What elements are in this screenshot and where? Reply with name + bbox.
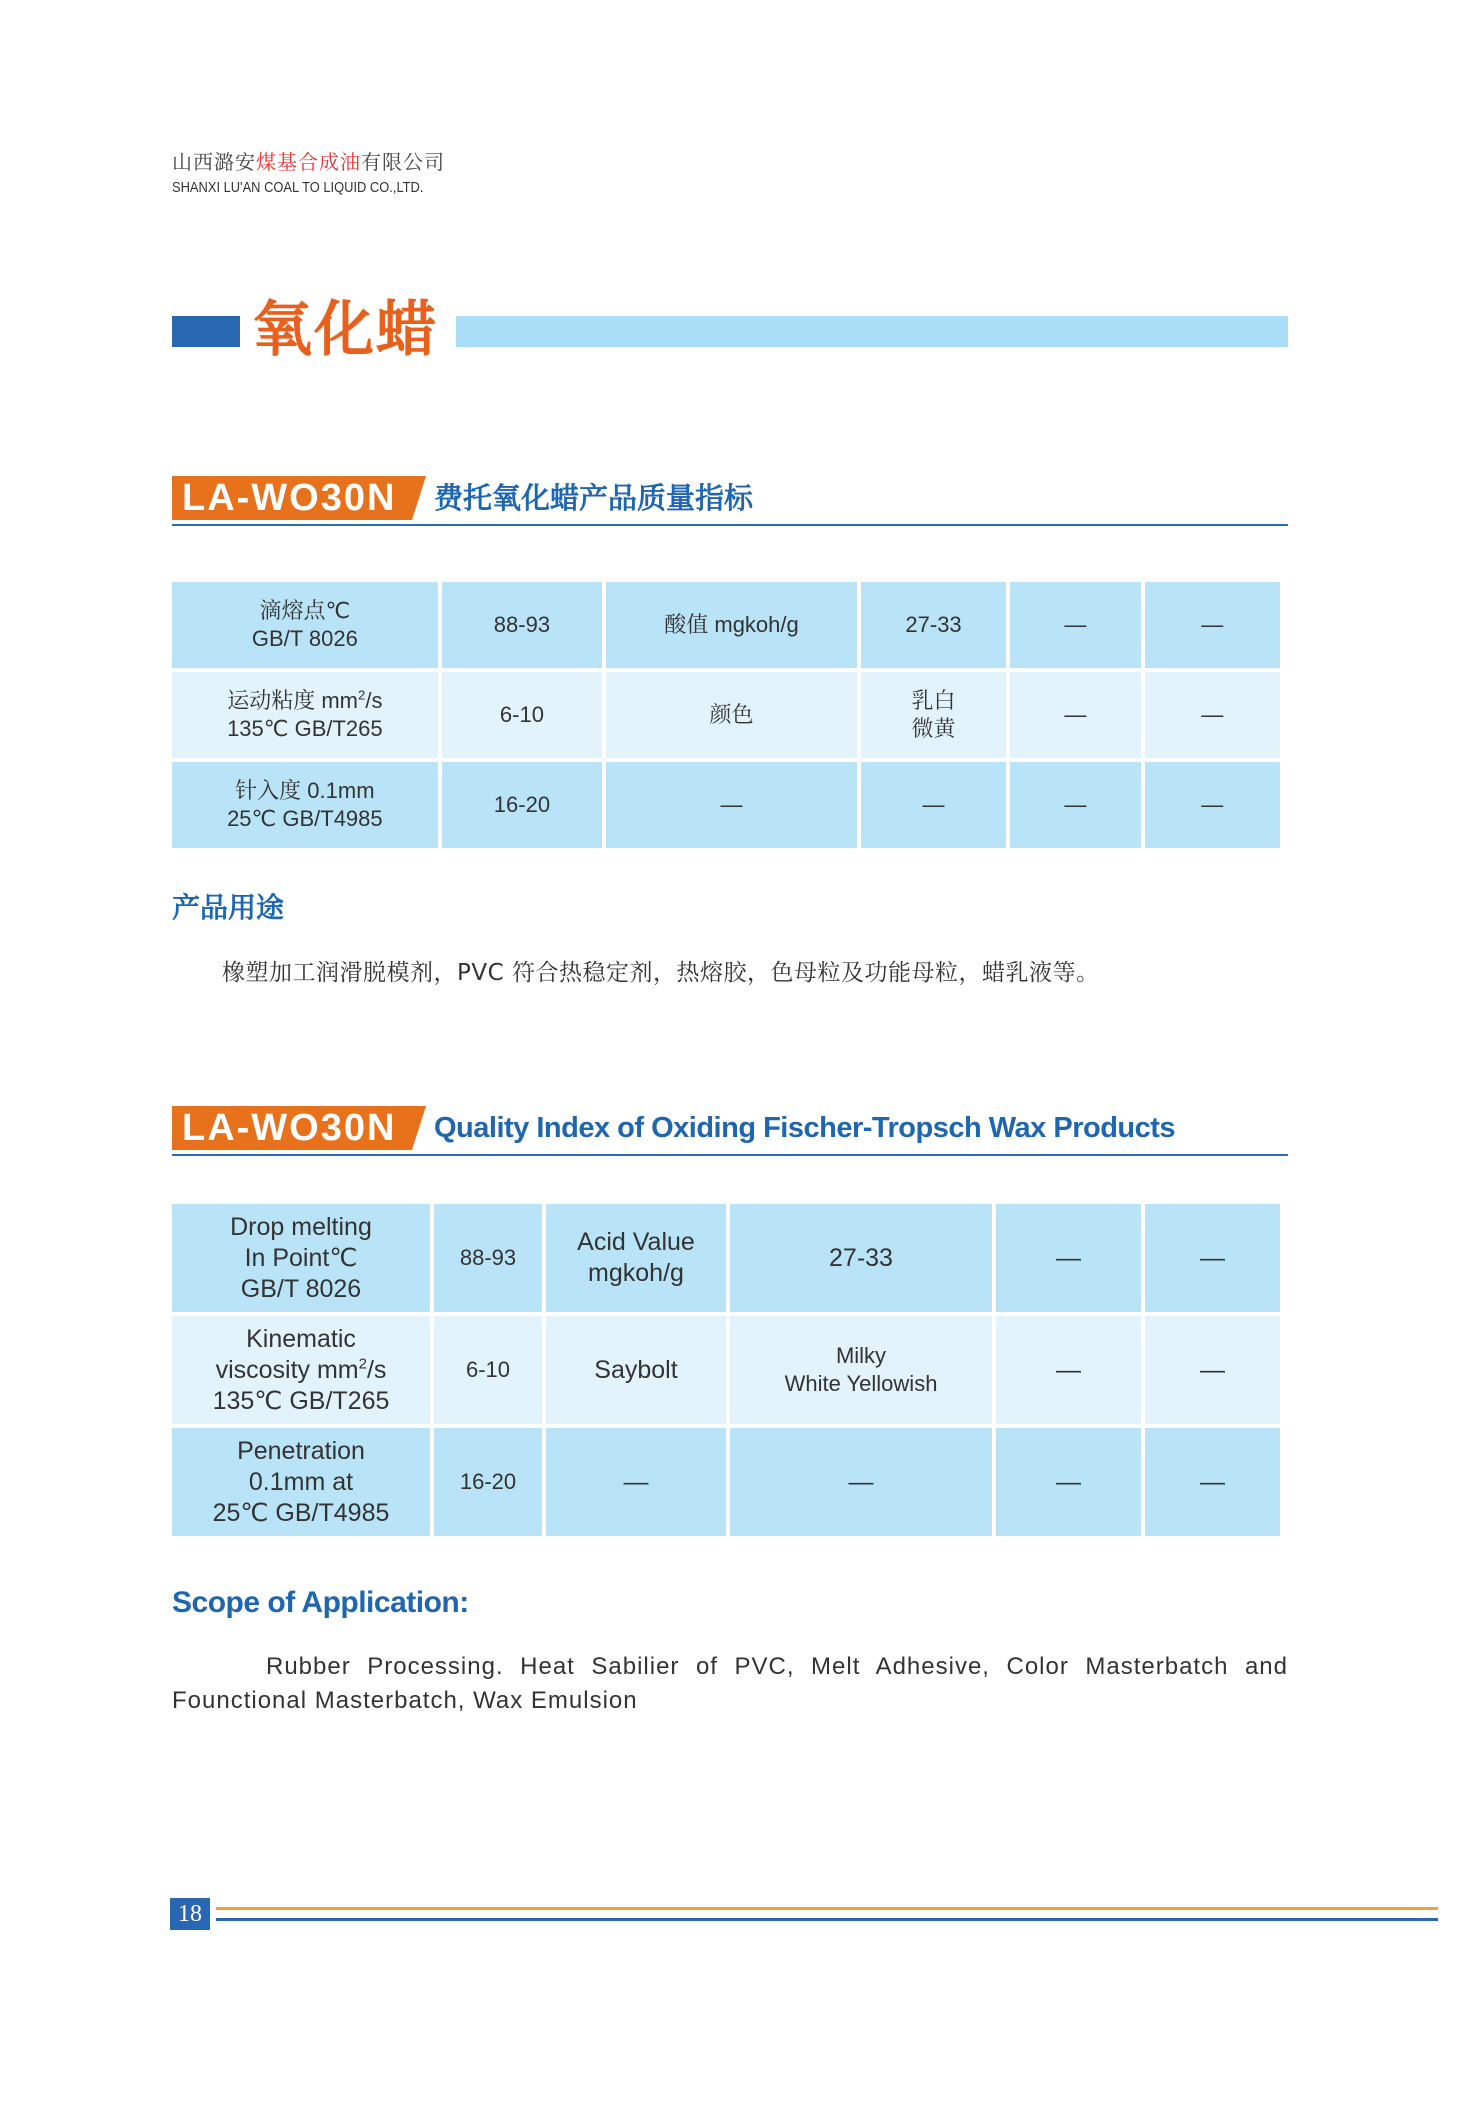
table-cell: — <box>1145 582 1280 668</box>
table-cell: 88-93 <box>442 582 602 668</box>
table-cell: Drop melting In Point℃ GB/T 8026 <box>172 1204 430 1312</box>
table-cell: 滴熔点℃ GB/T 8026 <box>172 582 438 668</box>
page-title-block <box>172 292 1288 372</box>
table-cell: 6-10 <box>442 672 602 758</box>
table-cell: — <box>606 762 857 848</box>
table-cell: 运动粘度 $mm^2/s$ 135℃ GB/T265 <box>172 672 438 758</box>
product-tag: LA-WO30N <box>172 476 412 520</box>
company-name-cn: 山西潞安煤基合成油有限公司 <box>172 150 445 174</box>
table-cell: — <box>730 1428 992 1536</box>
scope-heading: Scope of Application: <box>172 1586 469 1619</box>
page-title: 氧化蜡 <box>252 295 438 365</box>
table-cell: 88-93 <box>434 1204 542 1312</box>
table-cell: Milky White Yellowish <box>730 1316 992 1424</box>
table-cell: — <box>1145 1428 1280 1536</box>
usage-text: 橡塑加工润滑脱模剂，PVC 符合热稳定剂，热熔胶，色母粒及功能母粒，蜡乳液等。 <box>222 960 1100 986</box>
section-title-en: Quality Index of Oxiding Fischer-Tropsch Wax Products <box>434 1112 1176 1144</box>
table-cell: 针入度 0.1mm 25℃ GB/T4985 <box>172 762 438 848</box>
table-cell: — <box>1145 1204 1280 1312</box>
product-tag-slant <box>412 476 426 520</box>
table-cell: 27-33 <box>730 1204 992 1312</box>
section-title-cn: 费托氧化蜡产品质量指标 <box>434 481 754 515</box>
table-cell: Acid Value mgkoh/g <box>546 1204 726 1312</box>
spec-table-en <box>168 1200 1284 1540</box>
section-heading-cn <box>172 474 1288 526</box>
table-row <box>172 1204 1280 1312</box>
footer-line-blue <box>216 1918 1438 1921</box>
table-row <box>172 1428 1280 1536</box>
page-number: 18 <box>170 1898 210 1930</box>
table-cell: — <box>861 762 1006 848</box>
table-row <box>172 582 1280 668</box>
spec-table-cn <box>168 578 1284 852</box>
table-cell: 27-33 <box>861 582 1006 668</box>
table-cell: 16-20 <box>442 762 602 848</box>
scope-text: Rubber Processing. Heat Sabilier of PVC, Melt Adhesive, Color Masterbatch and Founctional Masterbatch, Wax Emulsion <box>172 1653 1288 1714</box>
table-cell: — <box>1145 762 1280 848</box>
table-cell: — <box>996 1204 1141 1312</box>
product-tag: LA-WO30N <box>172 1106 412 1150</box>
table-cell: 6-10 <box>434 1316 542 1424</box>
company-name-en: SHANXI LU'AN COAL TO LIQUID CO.,LTD. <box>172 179 424 196</box>
table-cell: Penetration 0.1mm at 25℃ GB/T4985 <box>172 1428 430 1536</box>
section-heading-en <box>172 1104 1288 1156</box>
table-cell: — <box>1010 582 1140 668</box>
table-cell: Kinematic viscosity $mm^2/s$ 135℃ GB/T265 <box>172 1316 430 1424</box>
table-row <box>172 1316 1280 1424</box>
table-row <box>172 762 1280 848</box>
title-left-bar <box>172 316 240 347</box>
table-cell: 酸值 mgkoh/g <box>606 582 857 668</box>
table-cell: — <box>1145 672 1280 758</box>
table-cell: — <box>1010 762 1140 848</box>
table-cell: — <box>996 1316 1141 1424</box>
table-cell: — <box>996 1428 1141 1536</box>
table-cell: — <box>1145 1316 1280 1424</box>
table-cell: 16-20 <box>434 1428 542 1536</box>
company-header <box>172 146 464 196</box>
footer-line-orange <box>216 1907 1438 1910</box>
table-cell: — <box>1010 672 1140 758</box>
table-cell: Saybolt <box>546 1316 726 1424</box>
usage-heading: 产品用途 <box>172 891 285 924</box>
product-tag-slant <box>412 1106 426 1150</box>
title-right-bar <box>456 316 1288 347</box>
table-cell: — <box>546 1428 726 1536</box>
table-cell: 颜色 <box>606 672 857 758</box>
table-cell: 乳白 微黄 <box>861 672 1006 758</box>
table-row <box>172 672 1280 758</box>
